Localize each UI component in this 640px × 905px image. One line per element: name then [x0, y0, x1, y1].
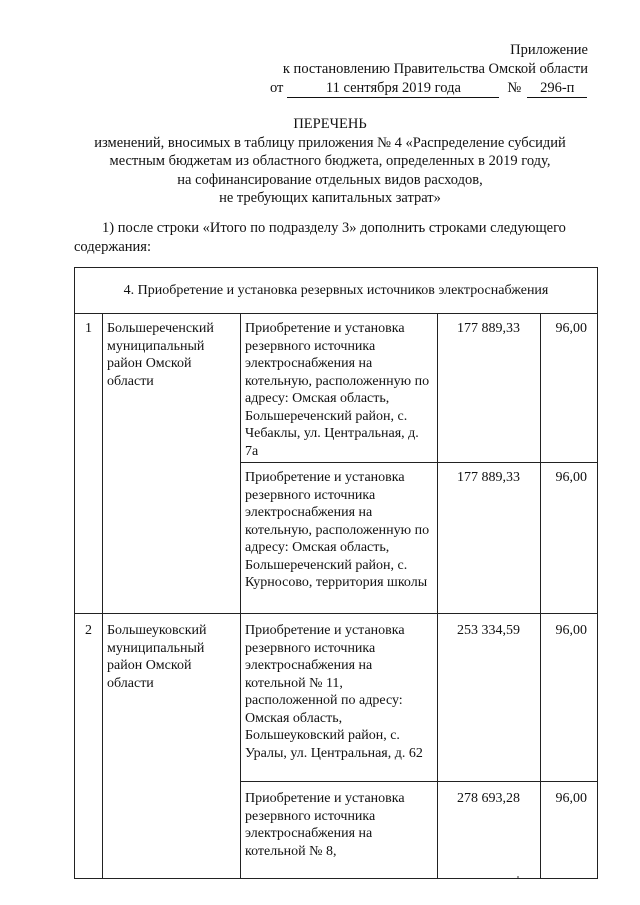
item-description: Приобретение и установка резервного источника электроснабжения на котельной № 8,: [245, 791, 405, 859]
section-title: 4. Приобретение и установка резервных источников электроснабжения: [75, 268, 597, 314]
subsidy-table: [74, 267, 598, 879]
column-divider: [102, 314, 103, 878]
district-name: Большеуковский муниципальный район Омской области: [107, 623, 207, 691]
row-number: 1: [85, 321, 92, 336]
row-divider: [75, 613, 597, 614]
item-percent: 96,00: [555, 791, 587, 806]
item-amount: 253 334,59: [457, 623, 520, 638]
title-line-4: не требующих капитальных затрат»: [219, 190, 441, 206]
item-description: Приобретение и установка резервного источника электроснабжения на котельной № 11, расположенной по адресу: Омская область, Большеуковский район, с. Уралы, ул. Центральная, д. 62: [245, 623, 423, 761]
item-amount: 278 693,28: [457, 791, 520, 806]
title-line-1: изменений, вносимых в таблицу приложения № 4 «Распределение субсидий: [94, 134, 566, 151]
resolution-date-line: [270, 79, 590, 98]
item-percent: 96,00: [555, 623, 587, 638]
intro-paragraph: [74, 219, 604, 256]
resolution-number: 296-п: [527, 80, 587, 98]
title-heading: ПЕРЕЧЕНЬ: [293, 116, 367, 132]
resolution-date: 11 сентября 2019 года: [287, 80, 499, 98]
item-description: Приобретение и установка резервного источника электроснабжения на котельную, расположенную по адресу: Омская область, Большереченский район, с. Чебаклы, ул. Центральная, д. 7а: [245, 321, 430, 459]
column-divider: [240, 314, 241, 878]
from-label: от: [270, 80, 284, 96]
district-name: Большереченский муниципальный район Омской области: [107, 321, 214, 389]
scan-speck: [517, 876, 519, 878]
title-line-3: на софинансирование отдельных видов расходов,: [177, 171, 483, 188]
annex-block: [283, 41, 588, 79]
annex-to: к постановлению Правительства Омской области: [282, 61, 588, 77]
intro-line-2: содержания:: [74, 238, 152, 255]
row-number: 2: [85, 623, 92, 638]
row-divider: [240, 462, 597, 463]
annex-label: Приложение: [510, 42, 588, 58]
item-description: Приобретение и установка резервного источника электроснабжения на котельную, расположенную по адресу: Омская область, Большереченский район, с. Курносово, территория школы: [245, 470, 430, 590]
row-divider: [240, 781, 597, 782]
item-amount: 177 889,33: [457, 321, 520, 336]
number-label: №: [507, 80, 522, 96]
document-title: [60, 115, 600, 208]
item-percent: 96,00: [555, 470, 587, 485]
item-amount: 177 889,33: [457, 470, 520, 485]
item-percent: 96,00: [555, 321, 587, 336]
title-line-2: местным бюджетам из областного бюджета, определенных в 2019 году,: [109, 153, 551, 169]
intro-line-1: 1) после строки «Итого по подразделу 3» дополнить строками следующего: [102, 220, 566, 236]
